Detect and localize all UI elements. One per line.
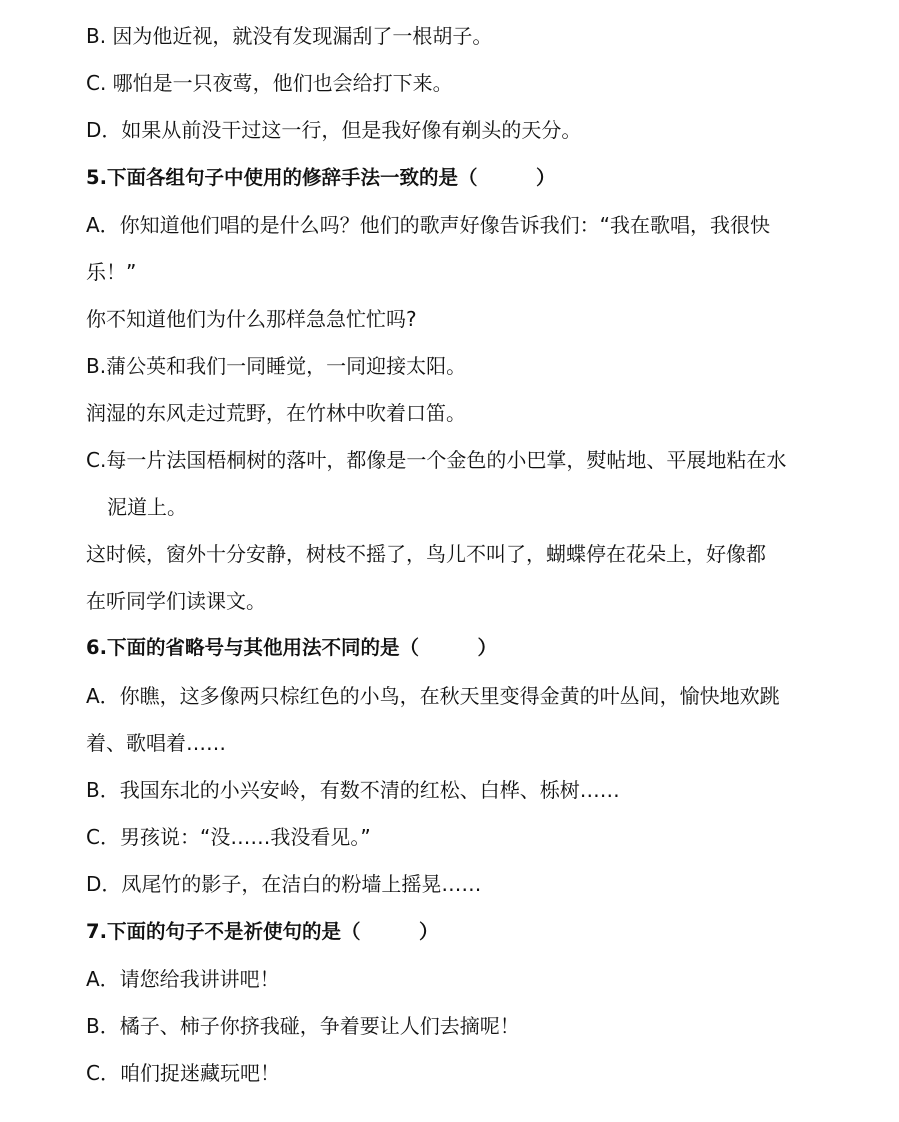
q4-option-c: C. 哪怕是一只夜莺，他们也会给打下来。	[86, 71, 453, 95]
question-6: 6.下面的省略号与其他用法不同的是（ ）	[86, 636, 497, 659]
q5-option-c-line1: C.每一片法国梧桐树的落叶，都像是一个金色的小巴掌，熨帖地、平展地粘在水	[86, 448, 787, 472]
q6-option-c: C．男孩说：“没……我没看见。”	[86, 825, 371, 849]
question-5: 5.下面各组句子中使用的修辞手法一致的是（ ）	[86, 166, 556, 189]
q5-option-b-line2: 润湿的东风走过荒野，在竹林中吹着口笛。	[86, 401, 466, 425]
q5-option-b-line1: B.蒲公英和我们一同睡觉，一同迎接太阳。	[86, 354, 467, 378]
q4-option-d: D．如果从前没干过这一行，但是我好像有剃头的天分。	[86, 118, 582, 142]
q5-option-a-line3: 你不知道他们为什么那样急急忙忙吗?	[86, 307, 417, 331]
q7-option-b: B．橘子、柿子你挤我碰，争着要让人们去摘呢！	[86, 1014, 520, 1038]
q7-option-a: A．请您给我讲讲吧！	[86, 967, 280, 991]
q5-option-c-line2: 泥道上。	[107, 495, 187, 519]
q7-option-c: C．咱们捉迷藏玩吧！	[86, 1061, 280, 1085]
q6-option-b: B．我国东北的小兴安岭，有数不清的红松、白桦、栎树……	[86, 778, 620, 802]
q5-option-a-line2: 乐！”	[86, 260, 137, 284]
question-7: 7.下面的句子不是祈使句的是（ ）	[86, 920, 439, 943]
q5-option-c-line3: 这时候，窗外十分安静，树枝不摇了，鸟儿不叫了，蝴蝶停在花朵上，好像都	[86, 542, 766, 566]
q6-option-a-line1: A．你瞧，这多像两只棕红色的小鸟，在秋天里变得金黄的叶丛间，愉快地欢跳	[86, 684, 780, 708]
q6-option-d: D．凤尾竹的影子，在洁白的粉墙上摇晃……	[86, 872, 482, 896]
q5-option-a-line1: A．你知道他们唱的是什么吗？他们的歌声好像告诉我们：“我在歌唱，我很快	[86, 213, 771, 237]
q4-option-b: B. 因为他近视，就没有发现漏刮了一根胡子。	[86, 24, 493, 48]
q6-option-a-line2: 着、歌唱着……	[86, 731, 226, 755]
q5-option-c-line4: 在听同学们读课文。	[86, 589, 266, 613]
